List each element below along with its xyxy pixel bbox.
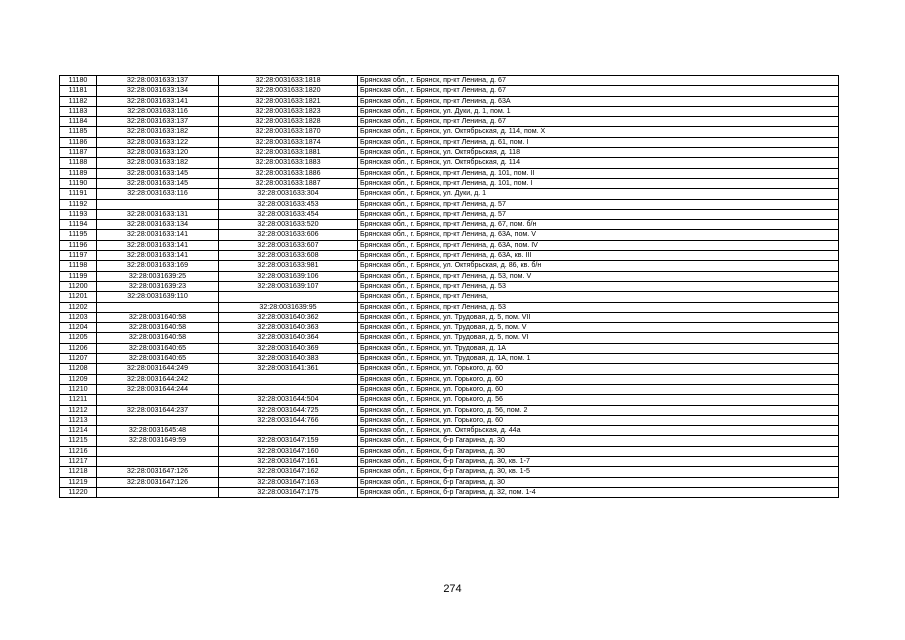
object-cadastral-number-cell: 32:28:0031633:1870 — [219, 127, 358, 137]
parcel-cadastral-number-cell — [97, 302, 219, 312]
address-cell: Брянская обл., г. Брянск, пр-кт Ленина, д. 53 — [358, 281, 839, 291]
parcel-cadastral-number-cell: 32:28:0031644:249 — [97, 364, 219, 374]
table-row — [60, 477, 839, 487]
parcel-cadastral-number-cell: 32:28:0031633:137 — [97, 117, 219, 127]
address-cell: Брянская обл., г. Брянск, пр-кт Ленина, д. 63А, пом. V — [358, 230, 839, 240]
table-row — [60, 178, 839, 188]
address-cell: Брянская обл., г. Брянск, ул. Горького, д. 56, пом. 2 — [358, 405, 839, 415]
table-row — [60, 240, 839, 250]
record-number-cell: 11196 — [60, 240, 97, 250]
table-row — [60, 209, 839, 219]
object-cadastral-number-cell: 32:28:0031647:162 — [219, 467, 358, 477]
address-cell: Брянская обл., г. Брянск, б-р Гагарина, д. 30 — [358, 436, 839, 446]
table-row — [60, 395, 839, 405]
table-row — [60, 220, 839, 230]
record-number-cell: 11207 — [60, 354, 97, 364]
parcel-cadastral-number-cell: 32:28:0031633:182 — [97, 158, 219, 168]
registry-table — [59, 75, 839, 498]
object-cadastral-number-cell: 32:28:0031633:1828 — [219, 117, 358, 127]
table-row — [60, 487, 839, 497]
record-number-cell: 11200 — [60, 281, 97, 291]
address-cell: Брянская обл., г. Брянск, ул. Трудовая, д. 5, пом. V — [358, 323, 839, 333]
record-number-cell: 11186 — [60, 137, 97, 147]
object-cadastral-number-cell: 32:28:0031633:1887 — [219, 178, 358, 188]
parcel-cadastral-number-cell: 32:28:0031633:141 — [97, 230, 219, 240]
parcel-cadastral-number-cell: 32:28:0031639:25 — [97, 271, 219, 281]
object-cadastral-number-cell: 32:28:0031644:766 — [219, 415, 358, 425]
table-row — [60, 292, 839, 302]
address-cell: Брянская обл., г. Брянск, ул. Октябрьская, д. 114 — [358, 158, 839, 168]
table-row — [60, 199, 839, 209]
table-row — [60, 117, 839, 127]
record-number-cell: 11188 — [60, 158, 97, 168]
record-number-cell: 11208 — [60, 364, 97, 374]
parcel-cadastral-number-cell: 32:28:0031633:116 — [97, 189, 219, 199]
table-row — [60, 251, 839, 261]
object-cadastral-number-cell: 32:28:0031647:175 — [219, 487, 358, 497]
address-cell: Брянская обл., г. Брянск, б-р Гагарина, д. 30, кв. 1-5 — [358, 467, 839, 477]
table-row — [60, 436, 839, 446]
record-number-cell: 11192 — [60, 199, 97, 209]
table-row — [60, 189, 839, 199]
table-row — [60, 446, 839, 456]
record-number-cell: 11219 — [60, 477, 97, 487]
object-cadastral-number-cell: 32:28:0031641:361 — [219, 364, 358, 374]
parcel-cadastral-number-cell — [97, 395, 219, 405]
record-number-cell: 11197 — [60, 251, 97, 261]
record-number-cell: 11181 — [60, 86, 97, 96]
object-cadastral-number-cell: 32:28:0031633:1821 — [219, 96, 358, 106]
address-cell: Брянская обл., г. Брянск, ул. Дуки, д. 1 — [358, 189, 839, 199]
parcel-cadastral-number-cell: 32:28:0031633:141 — [97, 96, 219, 106]
table-row — [60, 106, 839, 116]
table-row — [60, 281, 839, 291]
address-cell: Брянская обл., г. Брянск, пр-кт Ленина, д. 53, пом. V — [358, 271, 839, 281]
object-cadastral-number-cell: 32:28:0031640:364 — [219, 333, 358, 343]
table-row — [60, 312, 839, 322]
parcel-cadastral-number-cell: 32:28:0031639:23 — [97, 281, 219, 291]
object-cadastral-number-cell: 32:28:0031640:362 — [219, 312, 358, 322]
table-row — [60, 271, 839, 281]
address-cell: Брянская обл., г. Брянск, ул. Дуки, д. 1, пом. 1 — [358, 106, 839, 116]
table-row — [60, 76, 839, 86]
table-row — [60, 137, 839, 147]
object-cadastral-number-cell: 32:28:0031633:1818 — [219, 76, 358, 86]
table-row — [60, 148, 839, 158]
parcel-cadastral-number-cell — [97, 487, 219, 497]
object-cadastral-number-cell: 32:28:0031633:1886 — [219, 168, 358, 178]
table-row — [60, 333, 839, 343]
object-cadastral-number-cell: 32:28:0031647:161 — [219, 456, 358, 466]
table-row — [60, 354, 839, 364]
table-row — [60, 364, 839, 374]
parcel-cadastral-number-cell: 32:28:0031633:145 — [97, 168, 219, 178]
object-cadastral-number-cell — [219, 384, 358, 394]
address-cell: Брянская обл., г. Брянск, пр-кт Ленина, д. 101, пом. II — [358, 168, 839, 178]
address-cell: Брянская обл., г. Брянск, ул. Трудовая, д. 5, пом. VI — [358, 333, 839, 343]
object-cadastral-number-cell: 32:28:0031640:383 — [219, 354, 358, 364]
address-cell: Брянская обл., г. Брянск, ул. Горького, д. 56 — [358, 395, 839, 405]
parcel-cadastral-number-cell: 32:28:0031644:237 — [97, 405, 219, 415]
object-cadastral-number-cell: 32:28:0031640:363 — [219, 323, 358, 333]
address-cell: Брянская обл., г. Брянск, пр-кт Ленина, д. 67, пом. б/н — [358, 220, 839, 230]
record-number-cell: 11190 — [60, 178, 97, 188]
address-cell: Брянская обл., г. Брянск, пр-кт Ленина, д. 61, пом. I — [358, 137, 839, 147]
address-cell: Брянская обл., г. Брянск, пр-кт Ленина, д. 57 — [358, 199, 839, 209]
record-number-cell: 11218 — [60, 467, 97, 477]
address-cell: Брянская обл., г. Брянск, пр-кт Ленина, д. 67 — [358, 76, 839, 86]
record-number-cell: 11210 — [60, 384, 97, 394]
record-number-cell: 11199 — [60, 271, 97, 281]
parcel-cadastral-number-cell: 32:28:0031640:65 — [97, 354, 219, 364]
object-cadastral-number-cell: 32:28:0031639:107 — [219, 281, 358, 291]
table-row — [60, 415, 839, 425]
record-number-cell: 11202 — [60, 302, 97, 312]
record-number-cell: 11212 — [60, 405, 97, 415]
object-cadastral-number-cell: 32:28:0031633:1874 — [219, 137, 358, 147]
object-cadastral-number-cell: 32:28:0031633:304 — [219, 189, 358, 199]
object-cadastral-number-cell: 32:28:0031633:1820 — [219, 86, 358, 96]
object-cadastral-number-cell: 32:28:0031647:160 — [219, 446, 358, 456]
parcel-cadastral-number-cell: 32:28:0031647:126 — [97, 477, 219, 487]
parcel-cadastral-number-cell — [97, 446, 219, 456]
address-cell: Брянская обл., г. Брянск, ул. Октябрьская, д. 44а — [358, 426, 839, 436]
parcel-cadastral-number-cell: 32:28:0031640:58 — [97, 323, 219, 333]
record-number-cell: 11217 — [60, 456, 97, 466]
table-row — [60, 86, 839, 96]
address-cell: Брянская обл., г. Брянск, ул. Горького, д. 60 — [358, 364, 839, 374]
record-number-cell: 11205 — [60, 333, 97, 343]
address-cell: Брянская обл., г. Брянск, пр-кт Ленина, д. 63А, кв. III — [358, 251, 839, 261]
object-cadastral-number-cell: 32:28:0031633:520 — [219, 220, 358, 230]
parcel-cadastral-number-cell: 32:28:0031633:141 — [97, 240, 219, 250]
table-row — [60, 261, 839, 271]
record-number-cell: 11201 — [60, 292, 97, 302]
parcel-cadastral-number-cell: 32:28:0031633:137 — [97, 76, 219, 86]
object-cadastral-number-cell — [219, 292, 358, 302]
table-row — [60, 426, 839, 436]
address-cell: Брянская обл., г. Брянск, б-р Гагарина, д. 30, кв. 1-7 — [358, 456, 839, 466]
address-cell: Брянская обл., г. Брянск, пр-кт Ленина, д. 63А — [358, 96, 839, 106]
object-cadastral-number-cell — [219, 426, 358, 436]
record-number-cell: 11216 — [60, 446, 97, 456]
record-number-cell: 11185 — [60, 127, 97, 137]
record-number-cell: 11211 — [60, 395, 97, 405]
record-number-cell: 11209 — [60, 374, 97, 384]
page-number: 274 — [443, 583, 462, 595]
object-cadastral-number-cell: 32:28:0031639:106 — [219, 271, 358, 281]
parcel-cadastral-number-cell: 32:28:0031633:116 — [97, 106, 219, 116]
record-number-cell: 11204 — [60, 323, 97, 333]
parcel-cadastral-number-cell — [97, 199, 219, 209]
address-cell: Брянская обл., г. Брянск, пр-кт Ленина, д. 67 — [358, 86, 839, 96]
table-row — [60, 374, 839, 384]
address-cell: Брянская обл., г. Брянск, ул. Горького, д. 60 — [358, 374, 839, 384]
parcel-cadastral-number-cell: 32:28:0031640:65 — [97, 343, 219, 353]
record-number-cell: 11203 — [60, 312, 97, 322]
object-cadastral-number-cell: 32:28:0031633:607 — [219, 240, 358, 250]
table-row — [60, 96, 839, 106]
address-cell: Брянская обл., г. Брянск, б-р Гагарина, д. 32, пом. 1-4 — [358, 487, 839, 497]
record-number-cell: 11220 — [60, 487, 97, 497]
record-number-cell: 11215 — [60, 436, 97, 446]
table-row — [60, 323, 839, 333]
table-row — [60, 343, 839, 353]
record-number-cell: 11193 — [60, 209, 97, 219]
parcel-cadastral-number-cell — [97, 456, 219, 466]
parcel-cadastral-number-cell: 32:28:0031633:122 — [97, 137, 219, 147]
address-cell: Брянская обл., г. Брянск, б-р Гагарина, д. 30 — [358, 477, 839, 487]
object-cadastral-number-cell: 32:28:0031633:454 — [219, 209, 358, 219]
object-cadastral-number-cell: 32:28:0031647:159 — [219, 436, 358, 446]
object-cadastral-number-cell: 32:28:0031644:725 — [219, 405, 358, 415]
object-cadastral-number-cell: 32:28:0031633:606 — [219, 230, 358, 240]
table-row — [60, 302, 839, 312]
address-cell: Брянская обл., г. Брянск, пр-кт Ленина, — [358, 292, 839, 302]
address-cell: Брянская обл., г. Брянск, б-р Гагарина, д. 30 — [358, 446, 839, 456]
record-number-cell: 11206 — [60, 343, 97, 353]
parcel-cadastral-number-cell: 32:28:0031633:145 — [97, 178, 219, 188]
address-cell: Брянская обл., г. Брянск, ул. Октябрьская, д. 114, пом. X — [358, 127, 839, 137]
table-row — [60, 230, 839, 240]
object-cadastral-number-cell — [219, 374, 358, 384]
parcel-cadastral-number-cell: 32:28:0031633:120 — [97, 148, 219, 158]
record-number-cell: 11198 — [60, 261, 97, 271]
address-cell: Брянская обл., г. Брянск, ул. Горького, д. 60 — [358, 415, 839, 425]
object-cadastral-number-cell: 32:28:0031633:453 — [219, 199, 358, 209]
address-cell: Брянская обл., г. Брянск, ул. Трудовая, д. 5, пом. VII — [358, 312, 839, 322]
record-number-cell: 11184 — [60, 117, 97, 127]
parcel-cadastral-number-cell: 32:28:0031633:182 — [97, 127, 219, 137]
table-row — [60, 127, 839, 137]
object-cadastral-number-cell: 32:28:0031633:1881 — [219, 148, 358, 158]
parcel-cadastral-number-cell: 32:28:0031647:126 — [97, 467, 219, 477]
record-number-cell: 11187 — [60, 148, 97, 158]
table-row — [60, 467, 839, 477]
record-number-cell: 11191 — [60, 189, 97, 199]
table-row — [60, 405, 839, 415]
object-cadastral-number-cell: 32:28:0031633:981 — [219, 261, 358, 271]
object-cadastral-number-cell: 32:28:0031639:95 — [219, 302, 358, 312]
object-cadastral-number-cell: 32:28:0031647:163 — [219, 477, 358, 487]
record-number-cell: 11189 — [60, 168, 97, 178]
table-row — [60, 384, 839, 394]
address-cell: Брянская обл., г. Брянск, ул. Трудовая, д. 1А, пом. 1 — [358, 354, 839, 364]
parcel-cadastral-number-cell: 32:28:0031640:58 — [97, 333, 219, 343]
table-row — [60, 158, 839, 168]
address-cell: Брянская обл., г. Брянск, ул. Горького, д. 60 — [358, 384, 839, 394]
parcel-cadastral-number-cell: 32:28:0031633:131 — [97, 209, 219, 219]
record-number-cell: 11214 — [60, 426, 97, 436]
record-number-cell: 11182 — [60, 96, 97, 106]
address-cell: Брянская обл., г. Брянск, ул. Октябрьская, д. 86, кв. б/н — [358, 261, 839, 271]
address-cell: Брянская обл., г. Брянск, пр-кт Ленина, д. 57 — [358, 209, 839, 219]
object-cadastral-number-cell: 32:28:0031633:608 — [219, 251, 358, 261]
address-cell: Брянская обл., г. Брянск, пр-кт Ленина, д. 67 — [358, 117, 839, 127]
record-number-cell: 11194 — [60, 220, 97, 230]
record-number-cell: 11213 — [60, 415, 97, 425]
parcel-cadastral-number-cell: 32:28:0031633:169 — [97, 261, 219, 271]
table-row — [60, 168, 839, 178]
parcel-cadastral-number-cell: 32:28:0031633:134 — [97, 86, 219, 96]
parcel-cadastral-number-cell: 32:28:0031633:134 — [97, 220, 219, 230]
address-cell: Брянская обл., г. Брянск, пр-кт Ленина, д. 63А, пом. IV — [358, 240, 839, 250]
object-cadastral-number-cell: 32:28:0031644:504 — [219, 395, 358, 405]
object-cadastral-number-cell: 32:28:0031640:369 — [219, 343, 358, 353]
record-number-cell: 11183 — [60, 106, 97, 116]
parcel-cadastral-number-cell: 32:28:0031644:244 — [97, 384, 219, 394]
table-row — [60, 456, 839, 466]
parcel-cadastral-number-cell: 32:28:0031645:48 — [97, 426, 219, 436]
parcel-cadastral-number-cell: 32:28:0031639:110 — [97, 292, 219, 302]
parcel-cadastral-number-cell — [97, 415, 219, 425]
address-cell: Брянская обл., г. Брянск, ул. Октябрьская, д. 118 — [358, 148, 839, 158]
parcel-cadastral-number-cell: 32:28:0031640:58 — [97, 312, 219, 322]
record-number-cell: 11195 — [60, 230, 97, 240]
address-cell: Брянская обл., г. Брянск, пр-кт Ленина, д. 53 — [358, 302, 839, 312]
object-cadastral-number-cell: 32:28:0031633:1883 — [219, 158, 358, 168]
object-cadastral-number-cell: 32:28:0031633:1823 — [219, 106, 358, 116]
record-number-cell: 11180 — [60, 76, 97, 86]
registry-table-body — [60, 76, 839, 498]
parcel-cadastral-number-cell: 32:28:0031633:141 — [97, 251, 219, 261]
parcel-cadastral-number-cell: 32:28:0031644:242 — [97, 374, 219, 384]
parcel-cadastral-number-cell: 32:28:0031649:59 — [97, 436, 219, 446]
address-cell: Брянская обл., г. Брянск, ул. Трудовая, д. 1А — [358, 343, 839, 353]
address-cell: Брянская обл., г. Брянск, пр-кт Ленина, д. 101, пом. I — [358, 178, 839, 188]
